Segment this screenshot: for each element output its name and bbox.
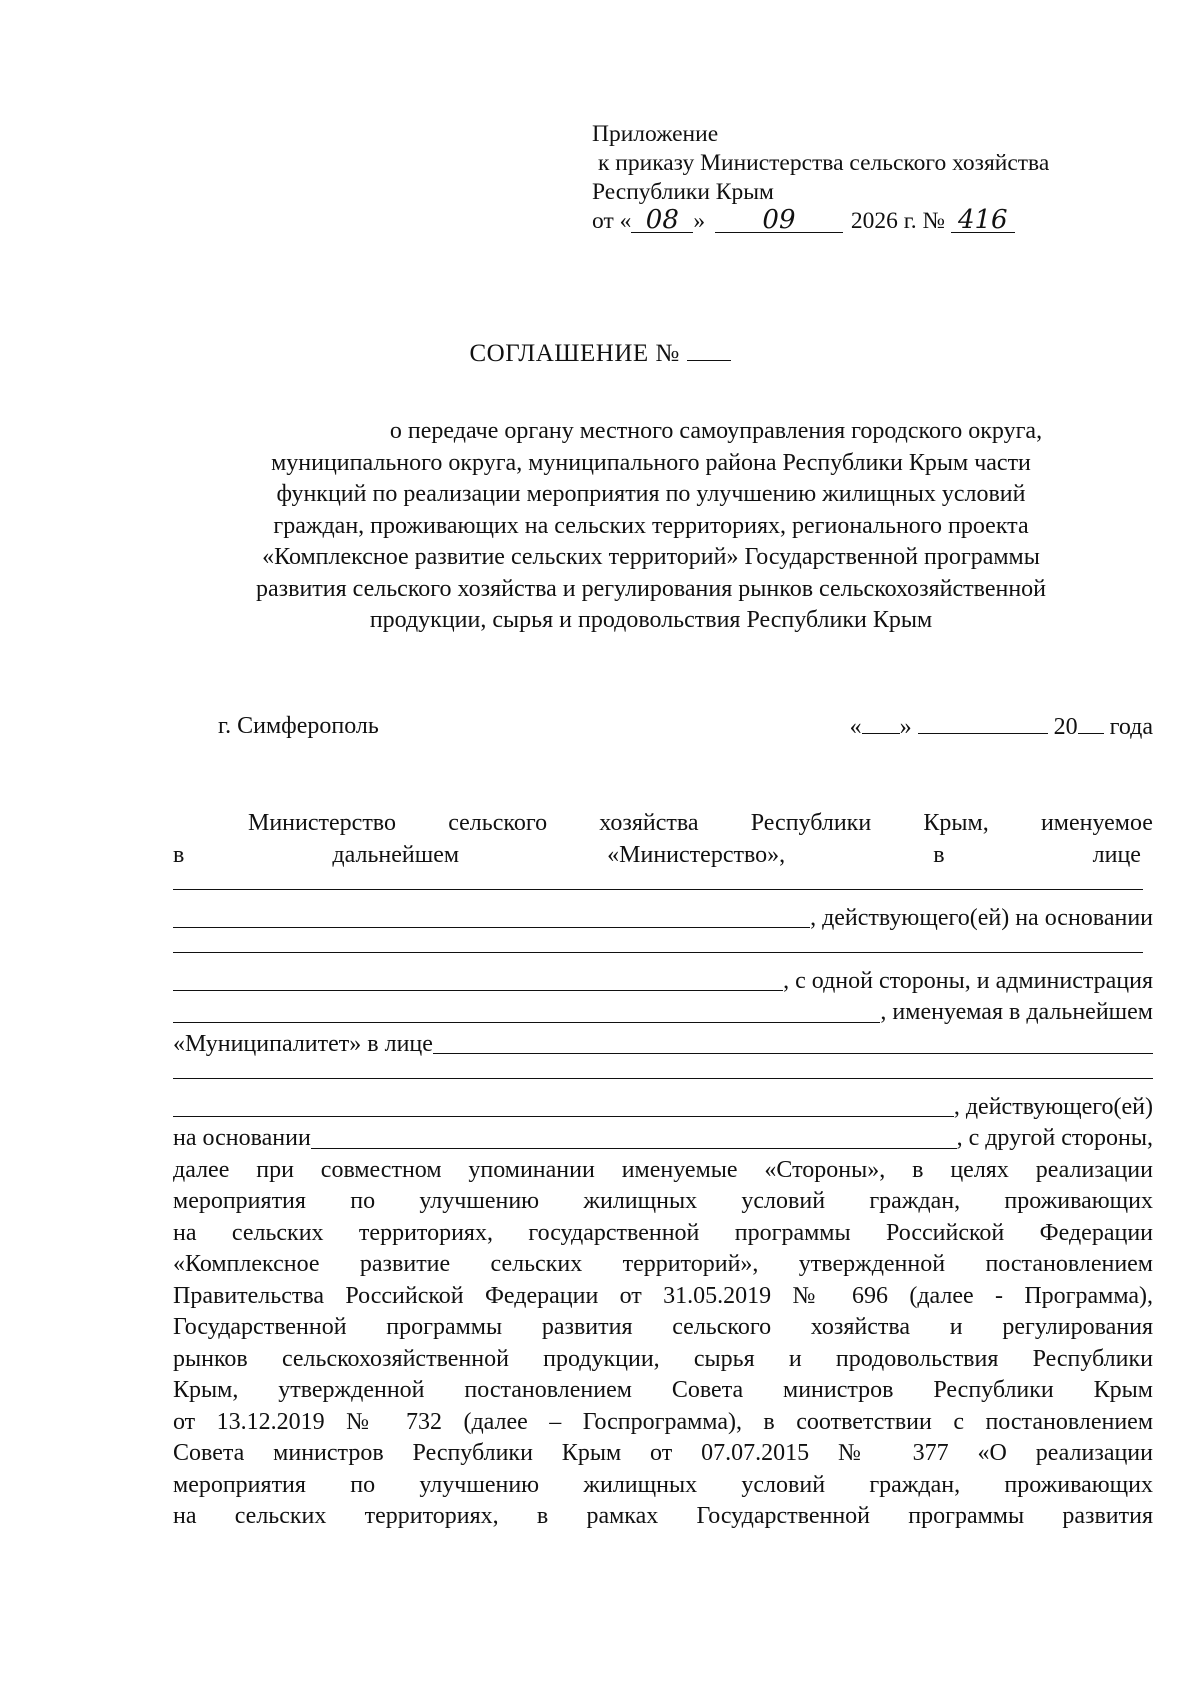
body-row: , действующего(ей) — [173, 1092, 1153, 1124]
agreement-body — [173, 808, 1153, 1533]
handwritten-month: 09 — [715, 208, 843, 233]
agreement-subject — [160, 416, 1142, 637]
subject-line: о передаче органу местного самоуправления городского округа, — [389, 418, 1043, 444]
place: г. Симферополь — [218, 713, 379, 739]
subject-line: муниципального округа, муниципального района Республики Крым части — [271, 449, 1031, 476]
subject-line: граждан, проживающих на сельских территориях, регионального проекта — [273, 512, 1029, 539]
preamble-paragraph: далее при совместном упоминании именуемые «Стороны», в целях реализации мероприятия по улучшению жилищных условий граждан, проживающих на сельских территориях, государственной программы Российской Федерации «Комплексное развитие сельских территорий», утвержденной постановлением Правительства Российской Федерации от 31.05.2019 № 696 (далее - Программа), Государственной программы развития сельского хозяйства и регулирования рынков сельскохозяйственной продукции, сырья и продовольствия Республики Крым, утвержденной постановлением Совета министров Республики Крым от 13.12.2019 № 732 (далее – Госпрограмма), в соответствии с постановлением Совета министров Республики Крым от 07.07.2015 № 377 «О реализации мероприятия по улучшению жилищных условий граждан, проживающих на сельских территориях, в рамках Государственной программы развития — [173, 1156, 1153, 1529]
body-row: , именуемая в дальнейшем — [173, 997, 1153, 1029]
subject-line: «Комплексное развитие сельских территорий» Государственной программы — [262, 544, 1040, 570]
month-blank — [918, 711, 1048, 734]
subject-line: развития сельского хозяйства и регулирования рынков сельскохозяйственной — [255, 575, 1047, 602]
subject-line: продукции, сырья и продовольствия Республики Крым — [369, 607, 933, 633]
year-blank — [1078, 711, 1104, 734]
day-blank — [862, 711, 900, 734]
handwritten-number: 416 — [951, 208, 1015, 233]
document-title — [0, 340, 1200, 368]
handwritten-day: 08 — [631, 208, 693, 233]
body-row: в дальнейшем «Министерство», в лице — [173, 841, 1141, 868]
title-number-blank — [687, 340, 731, 361]
blank-row — [173, 934, 1153, 966]
appendix-line-1: Приложение — [592, 121, 719, 147]
basis-blank — [173, 968, 783, 991]
municipal-basis-blank — [311, 1126, 957, 1149]
year-text: 2026 г. № — [850, 208, 945, 234]
subject-line: функций по реализации мероприятия по улучшению жилищных условий — [276, 481, 1026, 507]
appendix-line-3: Республики Крым — [592, 179, 774, 205]
title-text: СОГЛАШЕНИЕ № — [469, 340, 680, 367]
name-blank — [173, 905, 810, 928]
body-row: на основании , с другой стороны, — [173, 1125, 1153, 1151]
date-mid: » — [693, 208, 706, 234]
appendix-date-line — [592, 207, 1049, 236]
appendix-block — [592, 120, 1049, 236]
appendix-line-2: к приказу Министерства сельского хозяйства — [598, 150, 1050, 176]
blank-row — [173, 871, 1153, 903]
body-row: Министерство сельского хозяйства Республики Крым, именуемое — [248, 810, 1153, 836]
body-row: «Муниципалитет» в лице — [173, 1029, 1153, 1061]
administration-blank — [173, 1000, 880, 1023]
body-row: , действующего(ей) на основании — [173, 903, 1153, 935]
body-row: , с одной стороны, и администрация — [173, 966, 1153, 998]
representative-blank — [433, 1031, 1153, 1054]
date-template: « » 20 года — [850, 711, 1153, 742]
blank-row — [173, 1060, 1153, 1092]
date-prefix: от « — [592, 208, 632, 234]
representative-name-blank — [173, 1094, 954, 1117]
